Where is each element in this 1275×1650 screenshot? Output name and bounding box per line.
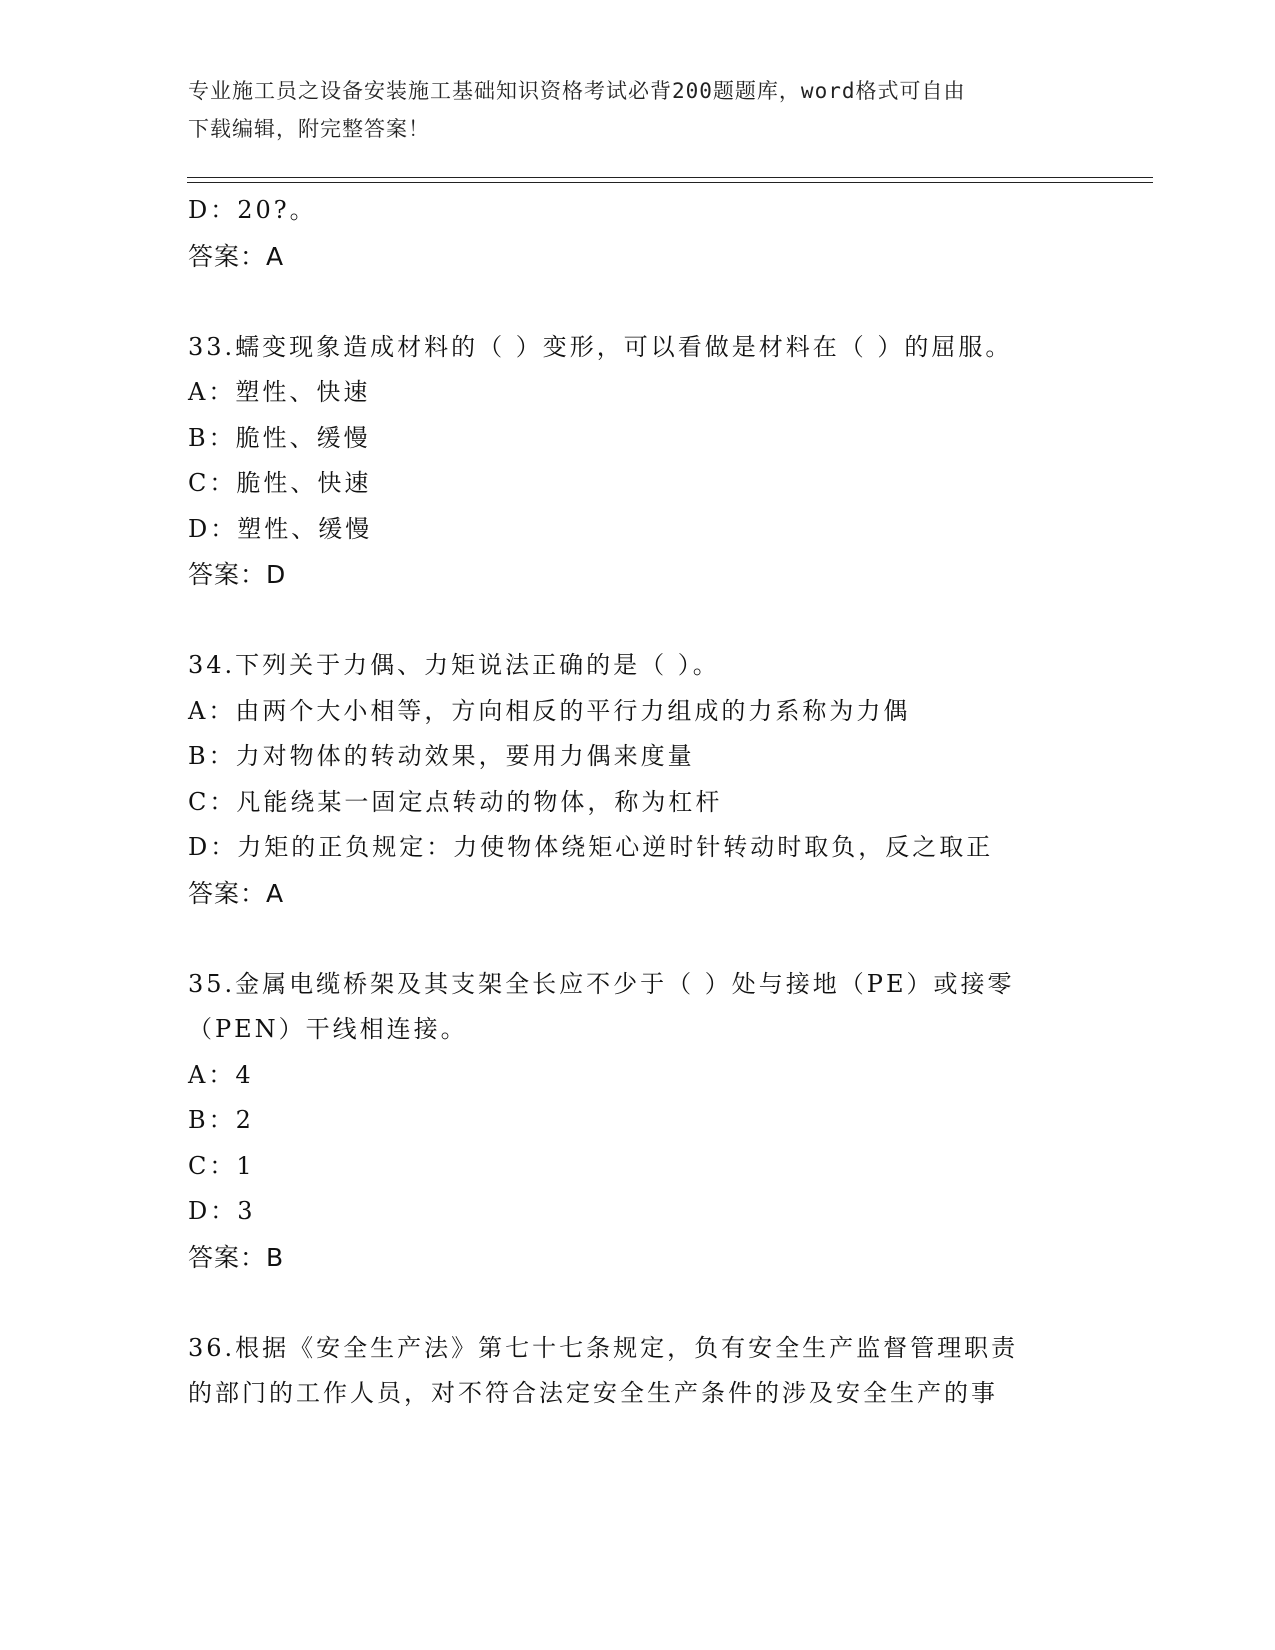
question-36 bbox=[188, 1326, 1088, 1417]
answer: 答案：D bbox=[188, 560, 287, 589]
option-a: A：由两个大小相等，方向相反的平行力组成的力系称为力偶 bbox=[188, 696, 911, 725]
question-content bbox=[188, 188, 1088, 1417]
option-c: C：凡能绕某一固定点转动的物体，称为杠杆 bbox=[188, 787, 723, 816]
option-b: B：脆性、缓慢 bbox=[188, 423, 371, 452]
option-a: A：4 bbox=[188, 1060, 254, 1089]
previous-option-d: D：20?。 bbox=[188, 196, 317, 224]
page-header bbox=[188, 72, 1088, 148]
question-stem-continued: 的部门的工作人员，对不符合法定安全生产条件的涉及安全生产的事 bbox=[188, 1379, 998, 1407]
answer: 答案：B bbox=[188, 1242, 285, 1272]
option-d: D：3 bbox=[188, 1197, 256, 1225]
option-b: B：2 bbox=[188, 1106, 254, 1134]
question-35 bbox=[188, 962, 1088, 1281]
option-d: D：塑性、缓慢 bbox=[188, 514, 373, 543]
option-c: C：脆性、快速 bbox=[188, 469, 372, 497]
question-stem: 33.蠕变现象造成材料的（ ）变形，可以看做是材料在（ ）的屈服。 bbox=[188, 332, 1013, 361]
question-34 bbox=[188, 643, 1088, 916]
spacer bbox=[188, 1280, 1088, 1326]
spacer bbox=[188, 279, 1088, 325]
previous-answer: 答案：A bbox=[188, 241, 285, 271]
question-stem: 35.金属电缆桥架及其支架全长应不少于（ ）处与接地（PE）或接零 bbox=[188, 969, 1015, 998]
question-33 bbox=[188, 325, 1088, 598]
answer: 答案：A bbox=[188, 878, 285, 908]
option-a: A：塑性、快速 bbox=[188, 378, 371, 406]
header-divider-top bbox=[187, 177, 1153, 178]
question-stem-continued: （PEN）干线相连接。 bbox=[188, 1015, 468, 1043]
option-b: B：力对物体的转动效果，要用力偶来度量 bbox=[188, 742, 695, 770]
spacer bbox=[188, 598, 1088, 644]
option-d: D：力矩的正负规定：力使物体绕矩心逆时针转动时取负，反之取正 bbox=[188, 833, 994, 861]
question-stem: 36.根据《安全生产法》第七十七条规定，负有安全生产监督管理职责 bbox=[188, 1333, 1019, 1362]
header-title-line-2: 下载编辑，附完整答案！ bbox=[188, 117, 430, 141]
question-stem: 34.下列关于力偶、力矩说法正确的是（ ）。 bbox=[188, 651, 720, 679]
option-c: C：1 bbox=[188, 1151, 255, 1180]
header-divider-bottom bbox=[187, 182, 1153, 183]
spacer bbox=[188, 916, 1088, 962]
header-title-line-1: 专业施工员之设备安装施工基础知识资格考试必背200题题库，word格式可自由 bbox=[188, 79, 966, 103]
